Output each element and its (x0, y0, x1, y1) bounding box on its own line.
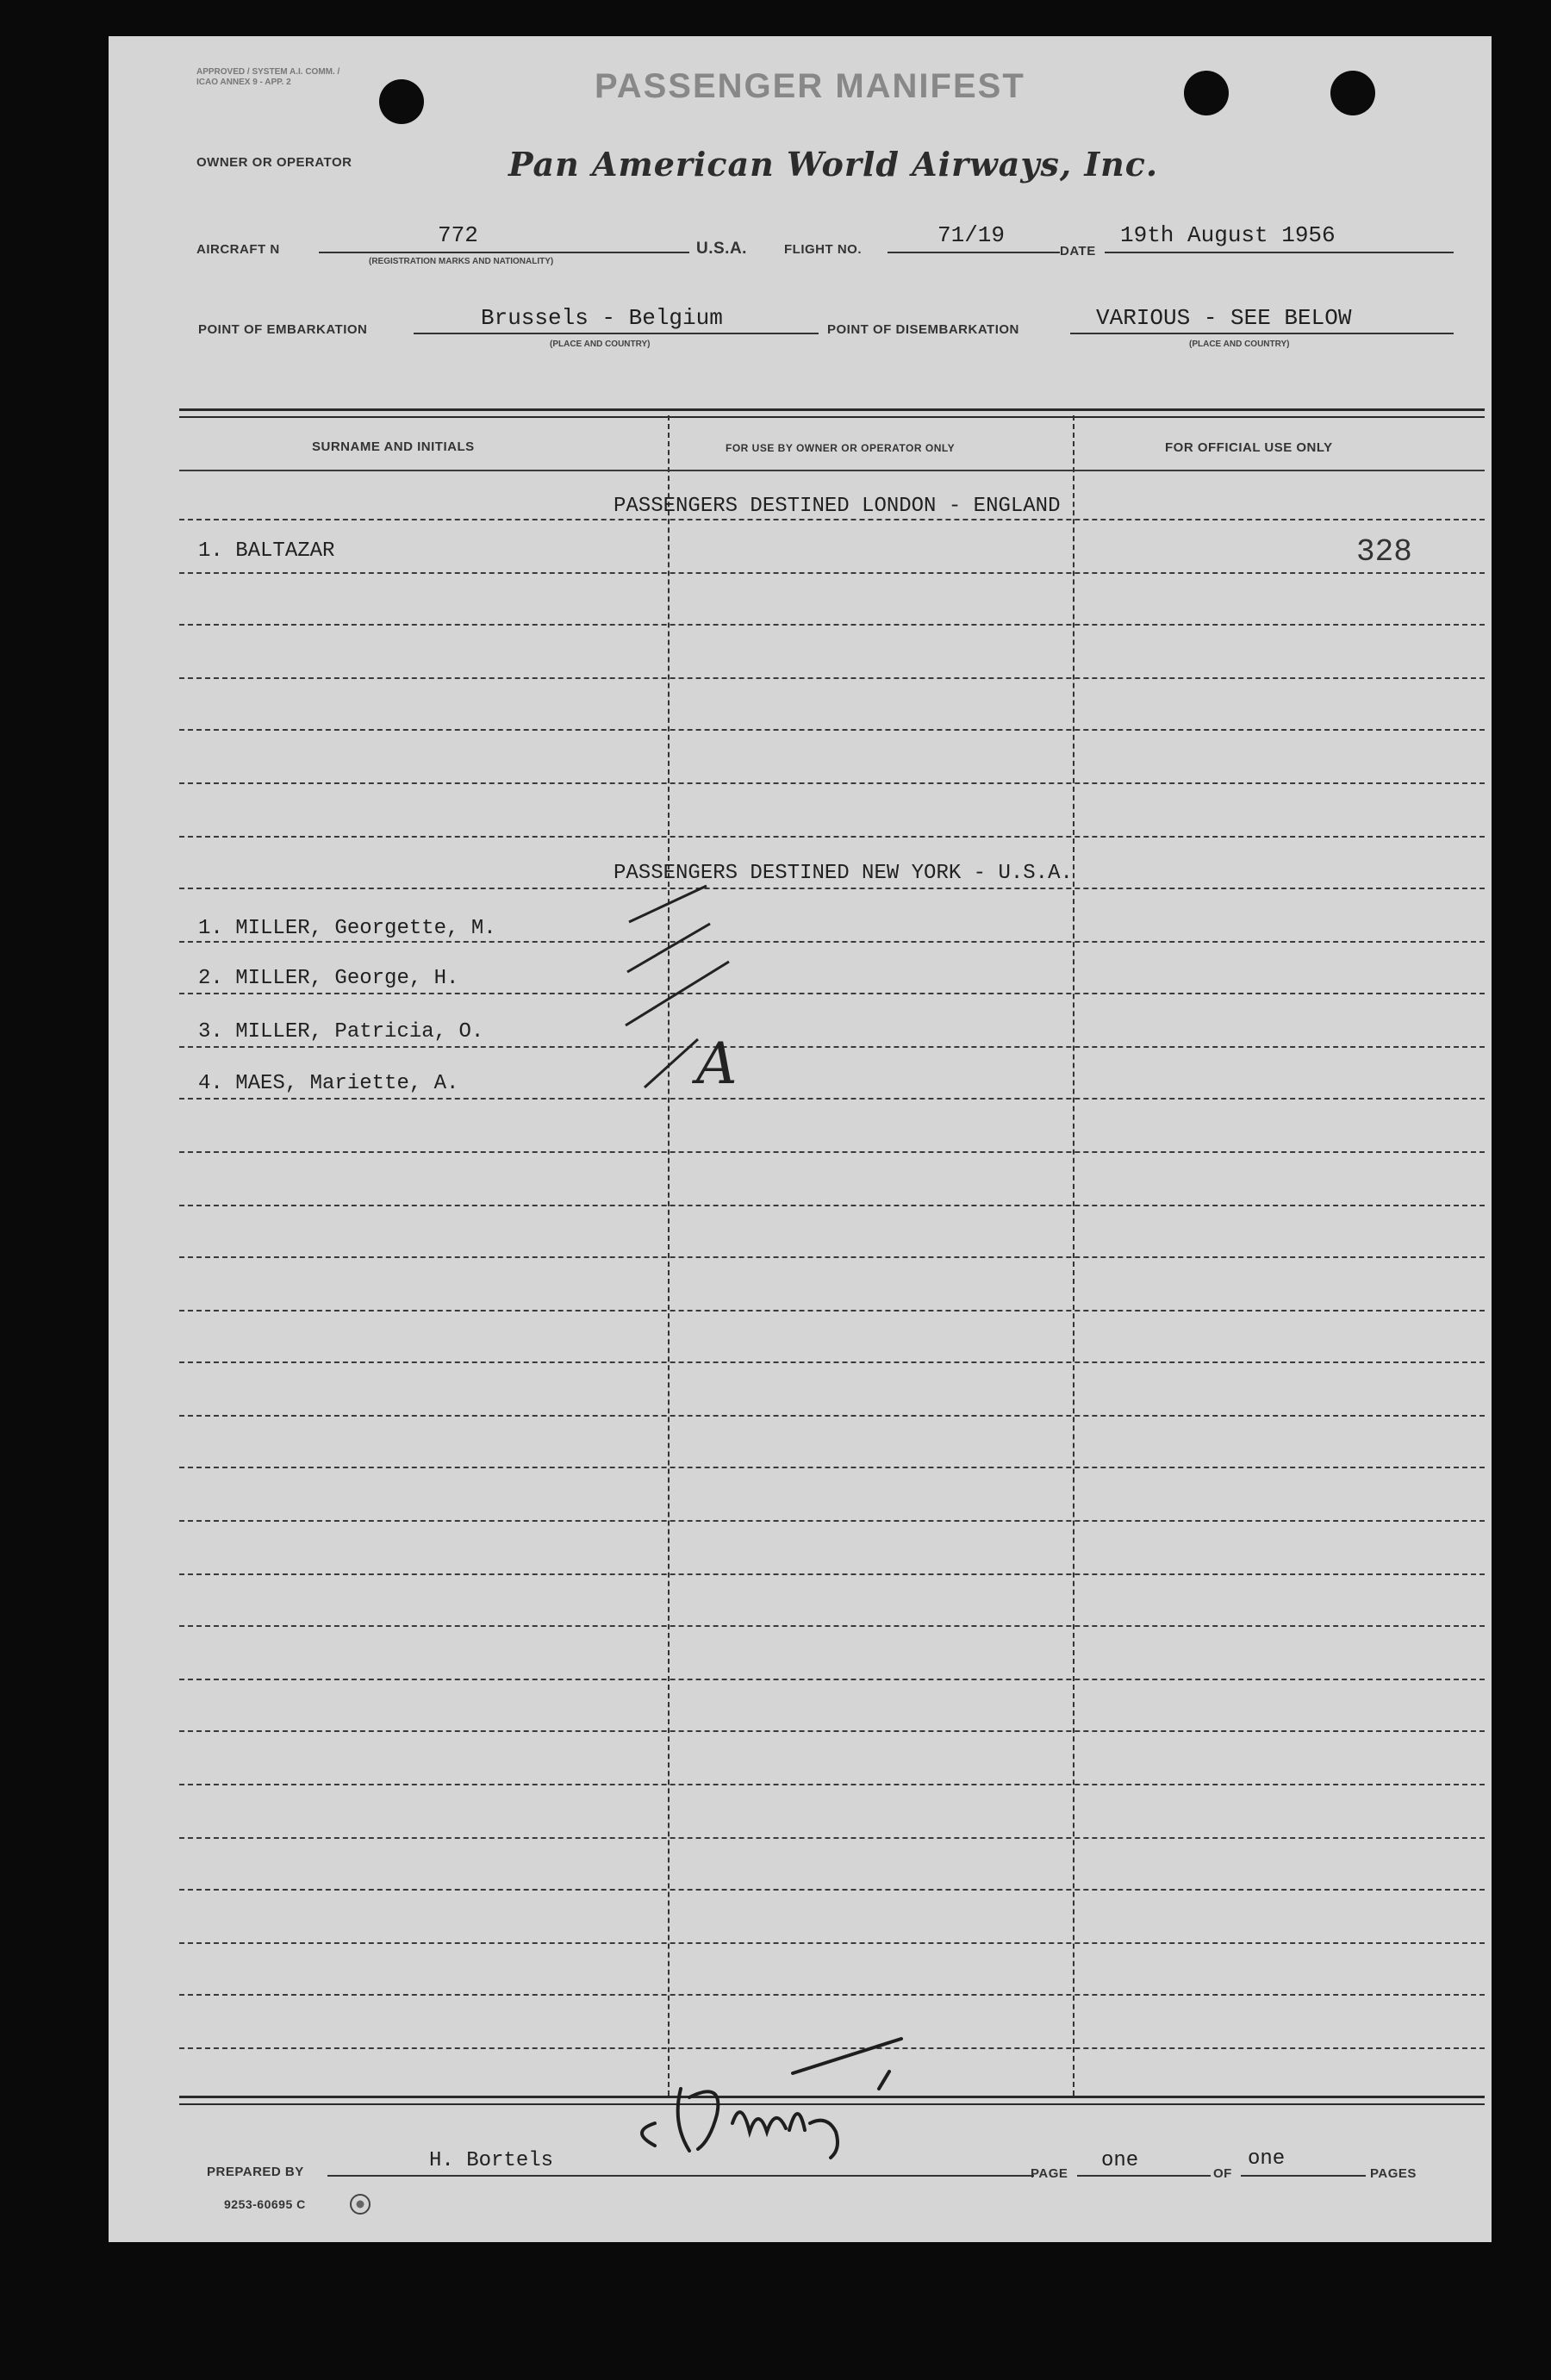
nationality: U.S.A. (696, 240, 747, 258)
prepared-label: PREPARED BY (207, 2165, 304, 2179)
of-label: OF (1213, 2166, 1232, 2181)
ruled-line (179, 836, 1485, 838)
flight-label: FLIGHT NO. (784, 242, 862, 257)
group-heading: PASSENGERS DESTINED NEW YORK - U.S.A. (614, 862, 1073, 885)
flight-value: 71/19 (937, 222, 1006, 248)
passenger-name: 4. MAES, Mariette, A. (198, 1072, 459, 1095)
punch-hole (1330, 71, 1375, 115)
ruled-line (179, 1994, 1485, 1996)
ruled-line (179, 888, 1485, 889)
ruled-line (179, 1625, 1485, 1627)
page-underline (1077, 2175, 1211, 2177)
signature (620, 2028, 913, 2175)
check-mark (626, 962, 729, 1025)
aircraft-sub: (REGISTRATION MARKS AND NATIONALITY) (369, 257, 554, 266)
check-mark (629, 886, 707, 922)
aircraft-underline (319, 252, 689, 253)
official-number: 328 (1356, 534, 1412, 570)
page-value: one (1101, 2149, 1139, 2172)
embark-label: POINT OF EMBARKATION (198, 322, 368, 337)
disembark-label: POINT OF DISEMBARKATION (827, 322, 1019, 337)
ruled-line (179, 1256, 1485, 1258)
column-header-surname: SURNAME AND INITIALS (312, 439, 475, 454)
passenger-name: 1. BALTAZAR (198, 539, 335, 563)
ruled-line (179, 1098, 1485, 1100)
ruled-line (179, 519, 1485, 520)
ruled-line (179, 1046, 1485, 1048)
column-header-operator: FOR USE BY OWNER OR OPERATOR ONLY (726, 442, 956, 454)
group-heading: PASSENGERS DESTINED LONDON - ENGLAND (614, 495, 1061, 518)
aircraft-value: 772 (438, 222, 478, 248)
page-label: PAGE (1031, 2166, 1068, 2181)
manifest-page (109, 36, 1492, 2242)
passenger-name: 2. MILLER, George, H. (198, 967, 459, 990)
punch-hole (379, 79, 424, 124)
ruled-line (179, 1151, 1485, 1153)
embark-underline (414, 333, 819, 334)
table-header-rule (179, 470, 1485, 471)
ruled-line (179, 1467, 1485, 1468)
flight-underline (888, 252, 1060, 253)
punch-hole (1184, 71, 1229, 115)
prepared-underline (327, 2175, 1034, 2177)
ruled-line (179, 572, 1485, 574)
passenger-name: 1. MILLER, Georgette, M. (198, 917, 496, 940)
embark-value: Brussels - Belgium (481, 305, 723, 331)
ruled-line (179, 1784, 1485, 1785)
owner-label: OWNER OR OPERATOR (196, 155, 352, 170)
form-approval: APPROVED / SYSTEM A.I. COMM. / ICAO ANNEX 9 - APP. 2 (196, 67, 340, 87)
pages-label: PAGES (1370, 2166, 1417, 2181)
prepared-value: H. Bortels (429, 2149, 554, 2172)
ruled-line (179, 1889, 1485, 1891)
handwritten-mark: A (696, 1031, 738, 1097)
column-header-official: FOR OFFICIAL USE ONLY (1165, 440, 1333, 455)
ruled-line (179, 782, 1485, 784)
ruled-line (179, 1573, 1485, 1575)
date-underline (1105, 252, 1454, 253)
ruled-line (179, 624, 1485, 626)
column-divider-1 (668, 415, 670, 2096)
disembark-value: VARIOUS - SEE BELOW (1096, 305, 1352, 331)
check-mark (645, 1039, 698, 1087)
table-top-border (179, 408, 1485, 418)
check-mark (627, 924, 710, 972)
ruled-line (179, 1310, 1485, 1311)
date-value: 19th August 1956 (1120, 222, 1336, 248)
ruled-line (179, 1679, 1485, 1680)
ruled-line (179, 941, 1485, 943)
of-underline (1241, 2175, 1366, 2177)
passenger-name: 3. MILLER, Patricia, O. (198, 1020, 484, 1044)
aircraft-label: AIRCRAFT N (196, 242, 280, 257)
disembark-underline (1070, 333, 1454, 334)
page-title: PASSENGER MANIFEST (595, 67, 1025, 105)
of-value: one (1248, 2147, 1286, 2171)
column-divider-2 (1073, 415, 1074, 2096)
date-label: DATE (1060, 244, 1096, 259)
owner-value: Pan American World Airways, Inc. (508, 145, 1159, 184)
ruled-line (179, 1942, 1485, 1944)
check-marks (603, 870, 776, 1120)
ruled-line (179, 1837, 1485, 1839)
embark-sub: (PLACE AND COUNTRY) (550, 340, 651, 349)
ruled-line (179, 1730, 1485, 1732)
ruled-line (179, 1361, 1485, 1363)
ruled-line (179, 1205, 1485, 1206)
ruled-line (179, 677, 1485, 679)
disembark-sub: (PLACE AND COUNTRY) (1189, 340, 1290, 349)
union-label-icon (350, 2194, 371, 2215)
ruled-line (179, 729, 1485, 731)
ruled-line (179, 993, 1485, 994)
ruled-line (179, 1415, 1485, 1417)
ruled-line (179, 1520, 1485, 1522)
form-number: 9253-60695 C (224, 2197, 306, 2211)
